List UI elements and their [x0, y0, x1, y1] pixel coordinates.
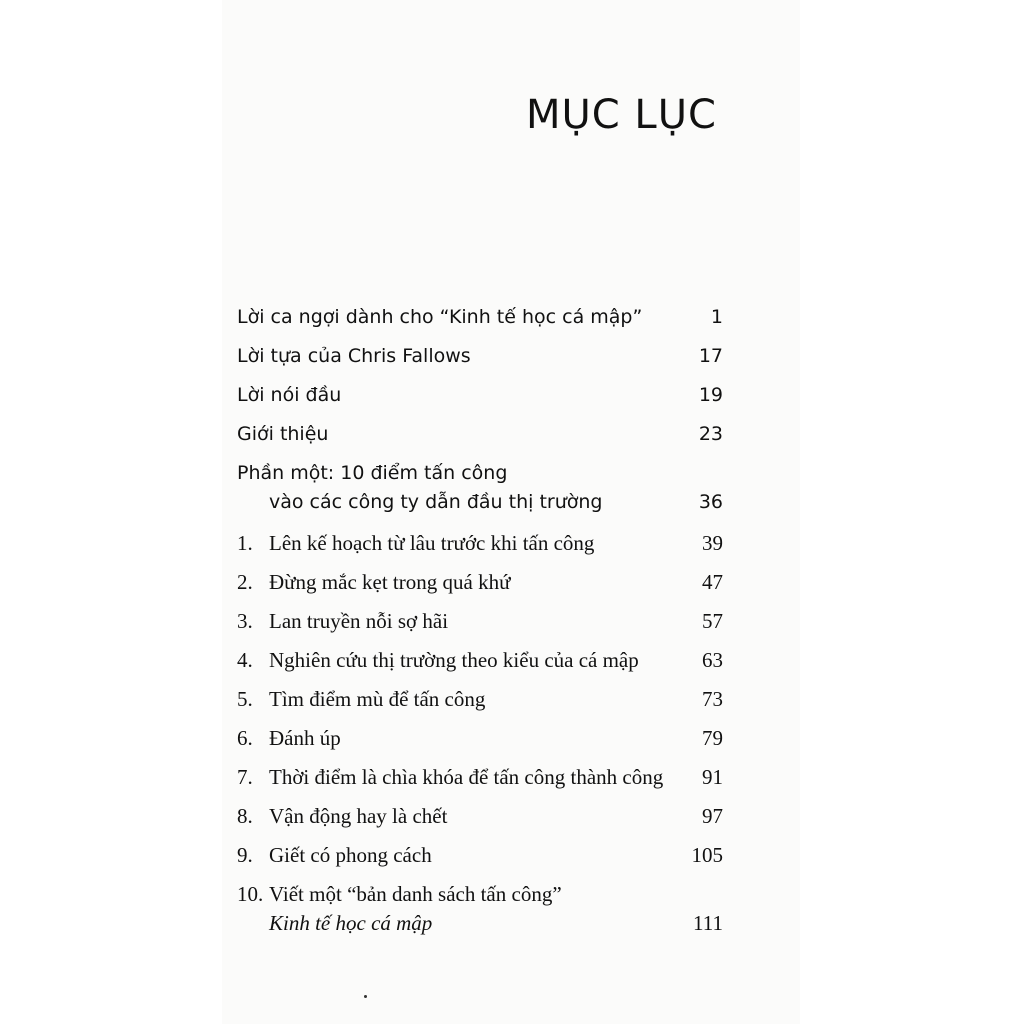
toc-page-number: 57	[702, 609, 723, 633]
toc-page-number: 1	[710, 306, 723, 328]
toc-page-number: 63	[702, 648, 723, 672]
chapter-title: Đừng mắc kẹt trong quá khứ	[269, 570, 511, 594]
chapter-number: 2.	[237, 570, 253, 594]
chapter-subtitle: Kinh tế học cá mập	[269, 911, 433, 935]
toc-page-number: 91	[702, 765, 723, 789]
chapter-number: 8.	[237, 804, 253, 828]
chapter-title: Vận động hay là chết	[269, 804, 448, 828]
toc-entry-label: Giới thiệu	[237, 423, 329, 445]
chapter-title: Thời điểm là chìa khóa để tấn công thành công	[269, 765, 664, 789]
chapter-number: 7.	[237, 765, 253, 789]
chapter-number: 6.	[237, 726, 253, 750]
toc-entry-label: Lời nói đầu	[237, 384, 342, 406]
toc-page-number: 39	[702, 531, 723, 555]
chapter-title: Giết có phong cách	[269, 843, 432, 867]
toc-page-number: 79	[702, 726, 723, 750]
chapter-number: 5.	[237, 687, 253, 711]
toc-entry-label: Lời ca ngợi dành cho “Kinh tế học cá mập”	[237, 306, 643, 328]
chapter-title: Lên kế hoạch từ lâu trước khi tấn công	[269, 531, 595, 555]
toc-page-number: 19	[698, 384, 723, 406]
toc-page-number: 111	[693, 911, 723, 935]
part-one-title-line2: vào các công ty dẫn đầu thị trường	[269, 491, 603, 513]
toc-entry-label: Lời tựa của Chris Fallows	[237, 345, 471, 367]
chapter-number: 9.	[237, 843, 253, 867]
chapter-number: 4.	[237, 648, 253, 672]
toc-page-number: 105	[691, 843, 723, 867]
chapter-number: 3.	[237, 609, 253, 633]
page-speck	[364, 995, 367, 998]
toc-page-number: 17	[698, 345, 723, 367]
chapter-title: Đánh úp	[269, 726, 341, 750]
toc-page-number: 73	[702, 687, 723, 711]
chapter-title: Lan truyền nỗi sợ hãi	[269, 609, 449, 633]
chapter-title: Viết một “bản danh sách tấn công”	[269, 882, 562, 906]
toc-page-number: 36	[698, 491, 723, 513]
chapter-title: Tìm điểm mù để tấn công	[269, 687, 486, 711]
chapter-number: 1.	[237, 531, 253, 555]
chapter-title: Nghiên cứu thị trường theo kiểu của cá mập	[269, 648, 639, 672]
toc-page-number: 47	[702, 570, 723, 594]
toc-page-number: 97	[702, 804, 723, 828]
chapter-number: 10.	[237, 882, 264, 906]
toc-page-number: 23	[698, 423, 723, 445]
part-one-title-line1: Phần một: 10 điểm tấn công	[237, 462, 508, 484]
page-title: MỤC LỤC	[526, 92, 717, 138]
